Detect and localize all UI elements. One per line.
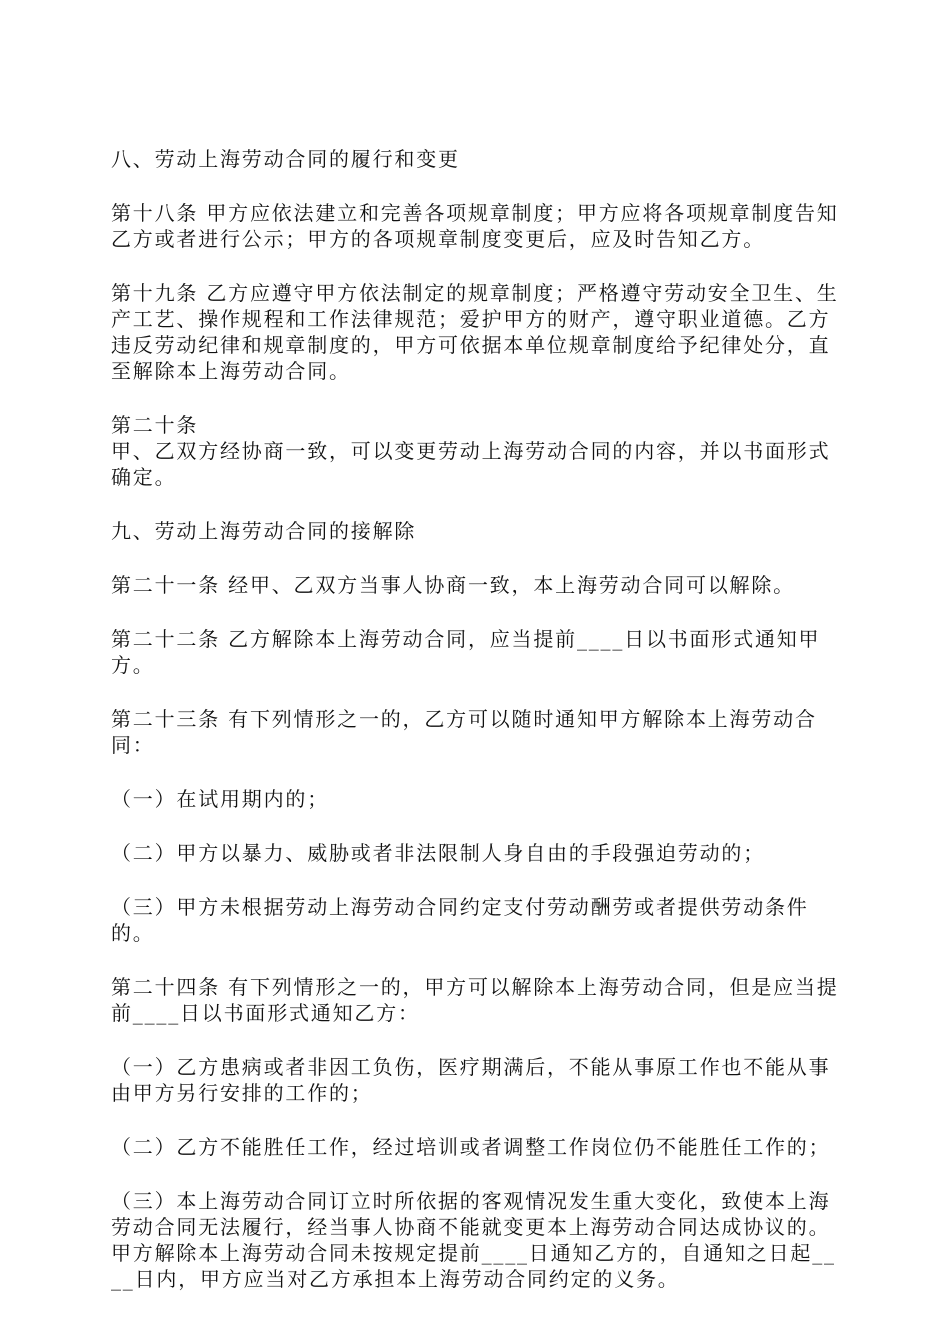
article-24-item-1: （一）乙方患病或者非因工负伤，医疗期满后，不能从事原工作也不能从事由甲方另行安排的工作的； (111, 1055, 831, 1105)
article-19: 第十九条 乙方应遵守甲方依法制定的规章制度；严格遵守劳动安全卫生、生产工艺、操作规程和工作法律规范；爱护甲方的财产，遵守职业道德。乙方违反劳动纪律和规章制度的，甲方可依据本单位规章制度给予纪律处分，直至解除本上海劳动合同。 (111, 281, 839, 383)
article-24-item-2: （二）乙方不能胜任工作，经过培训或者调整工作岗位仍不能胜任工作的； (111, 1135, 831, 1159)
article-21: 第二十一条 经甲、乙双方当事人协商一致，本上海劳动合同可以解除。 (111, 573, 795, 597)
article-22: 第二十二条 乙方解除本上海劳动合同，应当提前____日以书面形式通知甲方。 (111, 627, 821, 677)
article-20-body: 甲、乙双方经协商一致，可以变更劳动上海劳动合同的内容，并以书面形式确定。 (111, 439, 831, 489)
article-23-item-1: （一）在试用期内的； (111, 787, 329, 811)
article-23-item-2: （二）甲方以暴力、威胁或者非法限制人身自由的手段强迫劳动的； (111, 841, 765, 865)
article-18: 第十八条 甲方应依法建立和完善各项规章制度；甲方应将各项规章制度告知乙方或者进行公示；甲方的各项规章制度变更后，应及时告知乙方。 (111, 201, 839, 251)
article-20-title: 第二十条 (111, 413, 199, 437)
article-24: 第二十四条 有下列情形之一的，甲方可以解除本上海劳动合同，但是应当提前____日以书面形式通知乙方： (111, 975, 839, 1025)
section-heading-8: 八、劳动上海劳动合同的履行和变更 (111, 147, 460, 171)
article-23-item-3: （三）甲方未根据劳动上海劳动合同约定支付劳动酬劳或者提供劳动条件的。 (111, 895, 809, 945)
section-heading-9: 九、劳动上海劳动合同的接解除 (111, 519, 417, 543)
article-23: 第二十三条 有下列情形之一的，乙方可以随时通知甲方解除本上海劳动合同： (111, 707, 817, 757)
document-body (111, 146, 841, 1292)
notice-clause: 甲方解除本上海劳动合同未按规定提前____日通知乙方的，自通知之日起____日内，甲方应当对乙方承担本上海劳动合同约定的义务。 (111, 1241, 836, 1291)
article-24-item-3: （三）本上海劳动合同订立时所依据的客观情况发生重大变化，致使本上海劳动合同无法履行，经当事人协商不能就变更本上海劳动合同达成协议的。 (111, 1189, 831, 1239)
